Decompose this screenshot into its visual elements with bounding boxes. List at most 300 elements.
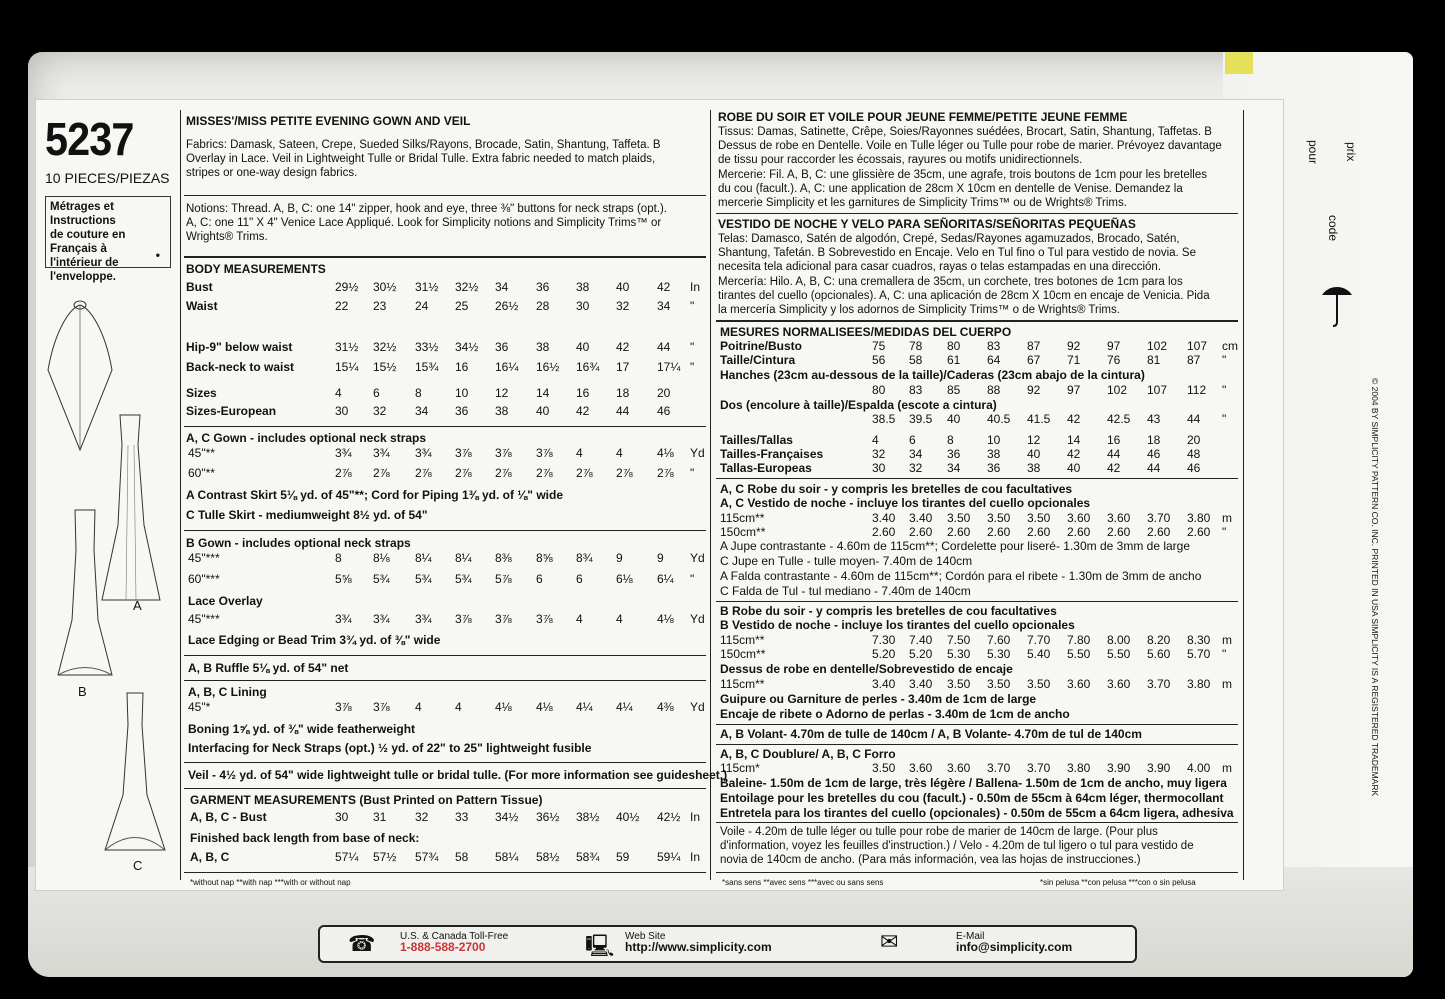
english-title: MISSES'/MISS PETITE EVENING GOWN AND VEIL — [186, 114, 471, 128]
cell-value: 36 — [947, 447, 961, 461]
row-label: 115cm* — [720, 761, 760, 775]
cell-value: 56 — [872, 353, 886, 367]
cell-value: In — [690, 810, 701, 824]
cell-value: 4 — [415, 700, 422, 714]
section-rule — [184, 680, 706, 681]
veil-yardage: Veil - 4½ yd. of 54" wide lightweight tulle or bridal tulle. (For more information see guidesheet.) — [188, 768, 728, 782]
row-label: Tailles/Tallas — [720, 433, 793, 447]
column-rule — [710, 110, 711, 880]
cell-value: 71 — [1067, 353, 1081, 367]
cell-value: 40 — [1027, 447, 1041, 461]
cell-value: 3.70 — [1147, 511, 1171, 525]
cell-value: 30 — [335, 810, 349, 824]
cell-value: 3.40 — [872, 511, 896, 525]
cell-value: " — [690, 360, 695, 374]
cell-value: In — [690, 850, 701, 864]
voile-line: d'information, voyez les feuilles d'instruction.) / Velo - 4.20m de tul ligero o tul para vestido de — [720, 840, 1194, 852]
baleine: Baleine- 1.50m de 1cm de large, très légère / Ballena- 1.50m de 1cm de ancho, muy ligera — [720, 776, 1227, 790]
cell-value: 18 — [1147, 433, 1161, 447]
cell-value: 16¾ — [576, 360, 600, 374]
cell-value: 15¼ — [335, 360, 359, 374]
section-rule — [716, 872, 1238, 873]
email-icon: ✉ — [880, 929, 899, 954]
tissus-line: de tissu pour raccorder les écossais, rayures ou motifs unidirectionnels. — [718, 154, 1083, 166]
cell-value: 8.30 — [1187, 633, 1211, 647]
cell-value: 44 — [1147, 461, 1161, 475]
cell-value: 59¼ — [657, 850, 681, 864]
cell-value: 2⅞ — [657, 466, 674, 480]
ab-ruffle: A, B Ruffle 5⅛ yd. of 54" net — [188, 661, 349, 675]
cell-value: 34 — [415, 404, 429, 418]
gown-sketch-b — [50, 500, 120, 680]
section-rule — [184, 426, 706, 427]
code-label: code — [1326, 215, 1340, 242]
cell-value: 3.50 — [872, 761, 896, 775]
row-label: 150cm** — [720, 525, 766, 539]
cell-value: 42 — [576, 404, 590, 418]
view-label-a: A — [133, 598, 142, 613]
cell-value: 8¼ — [415, 551, 432, 565]
cell-value: 6⅛ — [616, 572, 633, 586]
cell-value: 4 — [872, 433, 879, 447]
pattern-number: 5237 — [45, 113, 134, 165]
cell-value: 5¾ — [455, 572, 472, 586]
cell-value: 42 — [616, 340, 630, 354]
merceria-line: Mercería: Hilo. A, B, C: una cremallera de 35cm, un corchete, tres botones de 1cm para los — [718, 276, 1183, 288]
cell-value: 3⅞ — [495, 446, 512, 460]
cell-value: 26½ — [495, 299, 519, 313]
cell-value: 38 — [1027, 461, 1041, 475]
finished-length-title: Finished back length from base of neck: — [190, 831, 420, 845]
cell-value: 38 — [576, 280, 590, 294]
body-measurements-title: BODY MEASUREMENTS — [186, 262, 326, 276]
cell-value: 5¾ — [373, 572, 390, 586]
cell-value: 20 — [657, 386, 671, 400]
cell-value: 16½ — [536, 360, 560, 374]
cell-value: 30 — [335, 404, 349, 418]
cell-value: 2⅞ — [536, 466, 553, 480]
cell-value: 42½ — [657, 810, 681, 824]
a-contrast-skirt: A Contrast Skirt 5⅛ yd. of 45"**; Cord for Piping 1⅜ yd. of ⅛" wide — [186, 488, 563, 502]
cell-value: 12 — [1027, 433, 1041, 447]
cell-value: 102 — [1107, 383, 1128, 397]
cell-value: 32 — [872, 447, 886, 461]
spanish-footnote: *sin pelusa **con pelusa ***con o sin pelusa — [1040, 878, 1196, 887]
cell-value: 8 — [947, 433, 954, 447]
cell-value: 30½ — [373, 280, 397, 294]
cell-value: 23 — [373, 299, 387, 313]
row-label: Hip-9" below waist — [186, 340, 293, 354]
cell-value: " — [1222, 647, 1227, 661]
doublure-title: A, B, C Doublure/ A, B, C Forro — [720, 747, 896, 761]
cell-value: 2.60 — [1187, 525, 1211, 539]
cell-value: 5.40 — [1027, 647, 1051, 661]
cell-value: 3.80 — [1187, 511, 1211, 525]
french-note-line: l'intérieur de — [50, 257, 119, 269]
cell-value: 3¾ — [335, 446, 352, 460]
cell-value: 7.30 — [872, 633, 896, 647]
ab-volant: A, B Volant- 4.70m de tulle de 140cm / A, B Volante- 4.70m de tul de 140cm — [720, 727, 1142, 741]
cell-value: " — [1222, 412, 1227, 426]
cell-value: 3⅞ — [373, 700, 390, 714]
cell-value: 3.50 — [1027, 677, 1051, 691]
cell-value: 14 — [1067, 433, 1081, 447]
cell-value: 3.40 — [909, 511, 933, 525]
cell-value: 7.60 — [987, 633, 1011, 647]
entoilage: Entoilage pour les bretelles du cou (facult.) - 0.50m de 55cm à 64cm léger, thermocollant — [720, 791, 1224, 805]
cell-value: 44 — [1187, 412, 1201, 426]
cell-value: In — [690, 280, 701, 294]
cell-value: 4¼ — [576, 700, 593, 714]
row-label: 60"** — [188, 466, 215, 480]
section-rule — [184, 530, 706, 531]
garment-measurements-title: GARMENT MEASUREMENTS (Bust Printed on Pattern Tissue) — [190, 793, 543, 807]
gown-sketch-c — [95, 685, 175, 855]
cell-value: 34 — [495, 280, 509, 294]
cell-value: 57½ — [373, 850, 397, 864]
cell-value: 10 — [455, 386, 469, 400]
cell-value: 3⅞ — [455, 612, 472, 626]
cell-value: 44 — [616, 404, 630, 418]
cell-value: 61 — [947, 353, 961, 367]
cell-value: 64 — [987, 353, 1001, 367]
section-rule — [716, 320, 1238, 322]
spanish-title: VESTIDO DE NOCHE Y VELO PARA SEÑORITAS/SEÑORITAS PEQUEÑAS — [718, 217, 1136, 231]
email-address[interactable]: info@simplicity.com — [956, 940, 1073, 954]
cell-value: 44 — [1107, 447, 1121, 461]
cell-value: 38 — [536, 340, 550, 354]
copyright-text: © 2004 BY SIMPLICITY PATTERN CO. INC. PRINTED IN USA SIMPLICITY IS A REGISTERED TRADEMARK — [1370, 378, 1380, 797]
phone-label: U.S. & Canada Toll-Free — [400, 931, 509, 942]
cell-value: 4⅛ — [657, 446, 674, 460]
fabrics-text — [186, 138, 706, 180]
cell-value: 4 — [576, 446, 583, 460]
cell-value: Yd — [690, 612, 705, 626]
cell-value: 3.50 — [987, 677, 1011, 691]
telas-text — [718, 232, 1238, 274]
dessus-title: Dessus de robe en dentelle/Sobrevestido de encaje — [720, 662, 1013, 676]
cell-value: " — [690, 466, 695, 480]
cell-value: 42 — [657, 280, 671, 294]
cell-value: 4 — [335, 386, 342, 400]
cell-value: 3⅞ — [495, 612, 512, 626]
cell-value: 3.40 — [872, 677, 896, 691]
merceria-line: la mercería Simplicity y los adornos de Simplicity Trims™ o de Wrights® Trims. — [718, 304, 1120, 316]
entretela: Entretela para los tirantes del cuello (opcionales) - 0.50m de 55cm a 64cm ligera, adhesiva — [720, 806, 1234, 820]
cell-value: 24 — [415, 299, 429, 313]
cell-value: 6 — [576, 572, 583, 586]
cell-value: 17 — [616, 360, 630, 374]
row-label: 45"** — [188, 446, 215, 460]
cell-value: 3¾ — [373, 612, 390, 626]
cell-value: 33 — [455, 810, 469, 824]
row-label: Sizes — [186, 386, 217, 400]
cell-value: 32½ — [373, 340, 397, 354]
cell-value: 80 — [872, 383, 886, 397]
cell-value: 81 — [1147, 353, 1161, 367]
cell-value: 3.50 — [987, 511, 1011, 525]
row-label: Tallas-Europeas — [720, 461, 812, 475]
section-rule — [716, 724, 1238, 725]
row-label: 150cm** — [720, 647, 766, 661]
cell-value: 3.60 — [1067, 677, 1091, 691]
lining-title: A, B, C Lining — [188, 685, 267, 699]
cell-value: 36 — [455, 404, 469, 418]
cell-value: " — [1222, 383, 1227, 397]
umbrella-icon — [1312, 280, 1362, 330]
cell-value: 36 — [536, 280, 550, 294]
cell-value: 3.50 — [947, 677, 971, 691]
cell-value: 31 — [373, 810, 387, 824]
cell-value: 38½ — [576, 810, 600, 824]
cell-value: 38.5 — [872, 412, 896, 426]
cell-value: 40.5 — [987, 412, 1011, 426]
cell-value: 42 — [1107, 461, 1121, 475]
mesures-title: MESURES NORMALISEES/MEDIDAS DEL CUERPO — [720, 325, 1012, 339]
row-label: A, B, C — [190, 850, 230, 864]
row-label: A, B, C - Bust — [190, 810, 267, 824]
voile-text — [720, 825, 1240, 867]
ac-robe-title: A, C Robe du soir - y compris les bretelles de cou facultatives — [720, 482, 1073, 496]
cell-value: 8⅛ — [373, 551, 390, 565]
cell-value: 40 — [576, 340, 590, 354]
pour-label: pour — [1306, 140, 1320, 165]
cell-value: 28 — [536, 299, 550, 313]
cell-value: 5.30 — [987, 647, 1011, 661]
c-jupe: C Jupe en Tulle - tulle moyen- 7.40m de 140cm — [720, 554, 973, 568]
cell-value: 39.5 — [909, 412, 933, 426]
cell-value: 3.70 — [987, 761, 1011, 775]
cell-value: 6¼ — [657, 572, 674, 586]
cell-value: " — [690, 299, 695, 313]
cell-value: 2⅞ — [373, 466, 390, 480]
b-gown-title: B Gown - includes optional neck straps — [186, 536, 411, 550]
cell-value: 5⅝ — [335, 572, 352, 586]
section-rule — [184, 762, 706, 763]
merceria-text — [718, 275, 1238, 317]
row-label: 60"*** — [188, 572, 220, 586]
cell-value: 14 — [536, 386, 550, 400]
cell-value: 8¼ — [455, 551, 472, 565]
cell-value: 80 — [947, 339, 961, 353]
cell-value: 76 — [1107, 353, 1121, 367]
cell-value: cm — [1222, 339, 1238, 353]
french-note-box — [45, 196, 171, 283]
cell-value: 9 — [616, 551, 623, 565]
cell-value: 3.60 — [1067, 511, 1091, 525]
section-rule — [716, 213, 1238, 214]
cell-value: 4⅜ — [657, 700, 674, 714]
cell-value: 2.60 — [1147, 525, 1171, 539]
mercerie-line: Mercerie: Fil. A, B, C: une glissière de 35cm, une agrafe, trois boutons de 1cm pour les bretelles — [718, 169, 1207, 181]
cell-value: 4 — [616, 612, 623, 626]
french-note-line: Métrages et Instructions — [50, 201, 116, 227]
cell-value: 3¾ — [335, 612, 352, 626]
tissus-text — [718, 125, 1238, 167]
cell-value: 42.5 — [1107, 412, 1131, 426]
cell-value: 5¾ — [415, 572, 432, 586]
cell-value: 3.70 — [1147, 677, 1171, 691]
cell-value: 7.40 — [909, 633, 933, 647]
cell-value: 3.50 — [947, 511, 971, 525]
french-note-line: l'enveloppe. — [50, 271, 117, 283]
row-label: 115cm** — [720, 511, 765, 525]
cell-value: 3.50 — [1027, 511, 1051, 525]
web-block[interactable] — [625, 931, 772, 953]
row-label: Tailles-Françaises — [720, 447, 824, 461]
cell-value: 40 — [536, 404, 550, 418]
cell-value: Yd — [690, 700, 705, 714]
web-url[interactable]: http://www.simplicity.com — [625, 940, 772, 954]
telas-line: Telas: Damasco, Satén de algodón, Crepé, Sedas/Rayones agamuzados, Brocado, Satén, — [718, 233, 1180, 245]
cell-value: m — [1222, 761, 1232, 775]
cell-value: " — [690, 340, 695, 354]
voile-line: Voile - 4.20m de tulle léger ou tulle pour robe de marier de 140cm de large. (Pour plus — [720, 826, 1158, 838]
row-label: Bust — [186, 280, 213, 294]
section-rule — [716, 601, 1238, 602]
cell-value: 3.80 — [1187, 677, 1211, 691]
cell-value: 107 — [1187, 339, 1208, 353]
cell-value: 9 — [657, 551, 664, 565]
view-label-b: B — [78, 684, 87, 699]
cell-value: Yd — [690, 551, 705, 565]
cell-value: 40½ — [616, 810, 640, 824]
row-label: Taille/Cintura — [720, 353, 796, 367]
cell-value: 58 — [909, 353, 923, 367]
row-label: 45"* — [188, 700, 211, 714]
cell-value: 46 — [1187, 461, 1201, 475]
notions-text — [186, 202, 706, 244]
cell-value: 4¼ — [616, 700, 633, 714]
french-title: ROBE DU SOIR ET VOILE POUR JEUNE FEMME/PETITE JEUNE FEMME — [718, 110, 1128, 124]
cell-value: 83 — [909, 383, 923, 397]
cell-value: 3.90 — [1147, 761, 1171, 775]
prix-label: prix — [1344, 142, 1358, 162]
cell-value: 2.60 — [1027, 525, 1051, 539]
cell-value: 32 — [909, 461, 923, 475]
cell-value: 3¾ — [415, 612, 432, 626]
cell-value: 5.20 — [872, 647, 896, 661]
phone-number: 1-888-588-2700 — [400, 940, 486, 954]
cell-value: 87 — [1027, 339, 1041, 353]
cell-value: 16 — [1107, 433, 1121, 447]
cell-value: 2.60 — [947, 525, 971, 539]
cell-value: 3⅞ — [536, 612, 553, 626]
cell-value: 15¾ — [415, 360, 439, 374]
cell-value: 8.20 — [1147, 633, 1171, 647]
cell-value: 44 — [657, 340, 671, 354]
cell-value: 67 — [1027, 353, 1041, 367]
row-label: 45"*** — [188, 612, 220, 626]
cell-value: 5.30 — [947, 647, 971, 661]
hanches-label: Hanches (23cm au-dessous de la taille)/Caderas (23cm abajo de la cintura) — [720, 368, 1145, 382]
cell-value: 83 — [987, 339, 1001, 353]
row-label: Poitrine/Busto — [720, 339, 803, 353]
telas-line: Shantung, Tafetán. B Sobrevestido en Encaje. Velo en Tul fino o Tul para vestido de novia. Se — [718, 247, 1197, 259]
cell-value: 85 — [947, 383, 961, 397]
fabrics-line: stripes or one-way design fabrics. — [186, 167, 358, 179]
english-footnote: *without nap **with nap ***with or without nap — [190, 878, 351, 887]
b-vestido-title: B Vestido de noche - incluye los tirantes del cuello opcionales — [720, 618, 1075, 632]
cell-value: " — [690, 572, 695, 586]
cell-value: 34½ — [455, 340, 479, 354]
mercerie-text — [718, 168, 1238, 210]
notions-line: Wrights® Trims. — [186, 231, 268, 243]
cell-value: 32½ — [455, 280, 479, 294]
cell-value: 17¼ — [657, 360, 681, 374]
tissus-line: Dessus de robe en Dentelle. Voile en Tulle léger ou Tulle pour robe de marier. Prévoyez davantage — [718, 140, 1222, 152]
cell-value: 32 — [616, 299, 630, 313]
section-rule — [716, 478, 1238, 479]
a-jupe: A Jupe contrastante - 4.60m de 115cm**; Cordelette pour liseré- 1.30m de 3mm de large — [720, 539, 1191, 553]
cell-value: 32 — [415, 810, 429, 824]
cell-value: 22 — [335, 299, 349, 313]
cell-value: 36 — [495, 340, 509, 354]
cell-value: 6 — [373, 386, 380, 400]
cell-value: 18 — [616, 386, 630, 400]
cell-value: m — [1222, 677, 1232, 691]
cell-value: 34 — [947, 461, 961, 475]
cell-value: 3⅞ — [335, 700, 352, 714]
cell-value: 31½ — [335, 340, 359, 354]
cell-value: 2.60 — [1107, 525, 1131, 539]
lace-edging: Lace Edging or Bead Trim 3¾ yd. of ⅜" wide — [188, 633, 441, 647]
section-rule — [184, 195, 706, 196]
cell-value: 2⅞ — [495, 466, 512, 480]
cell-value: 3⅞ — [455, 446, 472, 460]
cell-value: 97 — [1067, 383, 1081, 397]
cell-value: 12 — [495, 386, 509, 400]
cell-value: 16 — [576, 386, 590, 400]
cell-value: 16 — [455, 360, 469, 374]
cell-value: 3.60 — [1107, 677, 1131, 691]
cell-value: 2⅞ — [455, 466, 472, 480]
cell-value: 4⅛ — [536, 700, 553, 714]
cell-value: 2⅞ — [415, 466, 432, 480]
cell-value: 2.60 — [909, 525, 933, 539]
row-label: Waist — [186, 299, 218, 313]
cell-value: 3¾ — [415, 446, 432, 460]
cell-value: 25 — [455, 299, 469, 313]
cell-value: 16¼ — [495, 360, 519, 374]
cell-value: 30 — [576, 299, 590, 313]
cell-value: 40 — [616, 280, 630, 294]
cell-value: 5.60 — [1147, 647, 1171, 661]
ac-gown-title: A, C Gown - includes optional neck straps — [186, 431, 427, 445]
email-block[interactable] — [956, 931, 1072, 953]
cell-value: 42 — [1067, 412, 1081, 426]
cell-value: 46 — [657, 404, 671, 418]
cell-value: 3.60 — [909, 761, 933, 775]
cell-value: 48 — [1187, 447, 1201, 461]
cell-value: 31½ — [415, 280, 439, 294]
cell-value: 102 — [1147, 339, 1168, 353]
dot: • — [155, 248, 160, 262]
cell-value: 41.5 — [1027, 412, 1051, 426]
cell-value: 57¾ — [415, 850, 439, 864]
cell-value: 3.70 — [1027, 761, 1051, 775]
row-label: 115cm** — [720, 677, 765, 691]
cell-value: 59 — [616, 850, 630, 864]
cell-value: 20 — [1187, 433, 1201, 447]
section-rule — [184, 788, 706, 789]
encaje: Encaje de ribete o Adorno de perlas - 3.40m de 1cm de ancho — [720, 707, 1070, 721]
french-note-line: de couture en Français à — [50, 229, 126, 255]
tissus-line: Tissus: Damas, Satinette, Crêpe, Soies/Rayonnes suédées, Brocart, Satin, Shantung, Taffetas. B — [718, 126, 1212, 138]
cell-value: 57¼ — [335, 850, 359, 864]
cell-value: 5.50 — [1107, 647, 1131, 661]
cell-value: 15½ — [373, 360, 397, 374]
